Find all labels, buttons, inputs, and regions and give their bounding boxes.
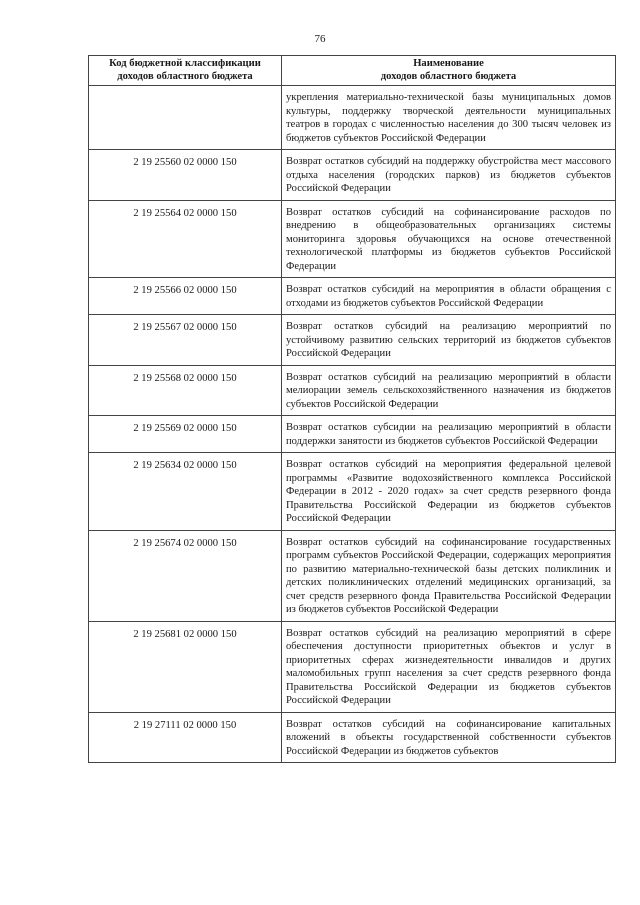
- row-name: Возврат остатков субсидий на софинансирование государственных программ субъектов Российской Федерации, содержащих мероприятия по развитию материально-технической базы детских поликлиник и детских поликлинических отделений медицинских организаций, за счет средств резервного фонда Правительства Российской Федерации из бюджетов субъектов Российской Федерации: [282, 530, 616, 621]
- row-code: 2 19 25674 02 0000 150: [89, 530, 282, 621]
- row-name: Возврат остатков субсидий на мероприятия в области обращения с отходами из бюджетов субъектов Российской Федерации: [282, 278, 616, 315]
- row-code: 2 19 27111 02 0000 150: [89, 712, 282, 763]
- row-code: 2 19 25560 02 0000 150: [89, 150, 282, 201]
- table-row: [89, 365, 616, 416]
- row-name: Возврат остатков субсидий на реализацию мероприятий в области мелиорации земель сельскохозяйственного назначения из бюджетов субъектов Российской Федерации: [282, 365, 616, 416]
- table-row: [89, 530, 616, 621]
- row-code: [89, 86, 282, 150]
- header-code-column: [89, 56, 282, 86]
- row-code: 2 19 25567 02 0000 150: [89, 315, 282, 366]
- header-code-line2: доходов областного бюджета: [117, 70, 253, 82]
- page-number: 76: [314, 33, 326, 45]
- table-row: [89, 86, 616, 150]
- header-name-line2: доходов областного бюджета: [380, 70, 517, 82]
- row-name: Возврат остатков субсидий на реализацию мероприятий в сфере обеспечения доступности приоритетных объектов и услуг в приоритетных сферах жизнедеятельности инвалидов и других маломобильных групп населения за счет средств резервного фонда Правительства Российской Федерации из бюджетов субъектов Российской Федерации: [282, 621, 616, 712]
- row-code: 2 19 25681 02 0000 150: [89, 621, 282, 712]
- row-name: Возврат остатков субсидий на поддержку обустройства мест массового отдыха населения (городских парков) из бюджетов субъектов Российской Федерации: [282, 150, 616, 201]
- table-row: [89, 278, 616, 315]
- table-row: [89, 712, 616, 763]
- row-name: укрепления материально-технической базы муниципальных домов культуры, поддержку творческой деятельности муниципальных театров в городах с численностью населения до 300 тысяч человек из бюджетов субъектов Российской Федерации: [282, 86, 616, 150]
- row-name: Возврат остатков субсидий на мероприятия федеральной целевой программы «Развитие водохозяйственного комплекса Российской Федерации в 2012 - 2020 годах» за счет средств резервного фонда Правительства Российской Федерации из бюджетов субъектов Российской Федерации: [282, 453, 616, 531]
- table-header-row: [89, 56, 616, 86]
- row-name: Возврат остатков субсидий на софинансирование расходов по внедрению в общеобразовательных организациях системы мониторинга здоровья обучающихся на основе отечественной технологической платформы из бюджетов субъектов Российской Федерации: [282, 200, 616, 278]
- row-code: 2 19 25564 02 0000 150: [89, 200, 282, 278]
- row-name: Возврат остатков субсидий на реализацию мероприятий по устойчивому развитию сельских территорий из бюджетов субъектов Российской Федерации: [282, 315, 616, 366]
- header-name-line1: Наименование: [413, 58, 484, 69]
- row-name: Возврат остатков субсидии на реализацию мероприятий в области поддержки занятости из бюджетов субъектов Российской Федерации: [282, 416, 616, 453]
- budget-classification-table: [88, 55, 616, 763]
- row-code: 2 19 25634 02 0000 150: [89, 453, 282, 531]
- table-row: [89, 416, 616, 453]
- row-code: 2 19 25566 02 0000 150: [89, 278, 282, 315]
- table-row: [89, 453, 616, 531]
- table-row: [89, 150, 616, 201]
- header-code-line1: Код бюджетной классификации: [109, 58, 261, 69]
- table-row: [89, 621, 616, 712]
- row-name: Возврат остатков субсидий на софинансирование капитальных вложений в объекты государственной собственности субъектов Российской Федерации из бюджетов субъектов: [282, 712, 616, 763]
- row-code: 2 19 25568 02 0000 150: [89, 365, 282, 416]
- table-row: [89, 200, 616, 278]
- table-row: [89, 315, 616, 366]
- header-name-column: [282, 56, 616, 86]
- row-code: 2 19 25569 02 0000 150: [89, 416, 282, 453]
